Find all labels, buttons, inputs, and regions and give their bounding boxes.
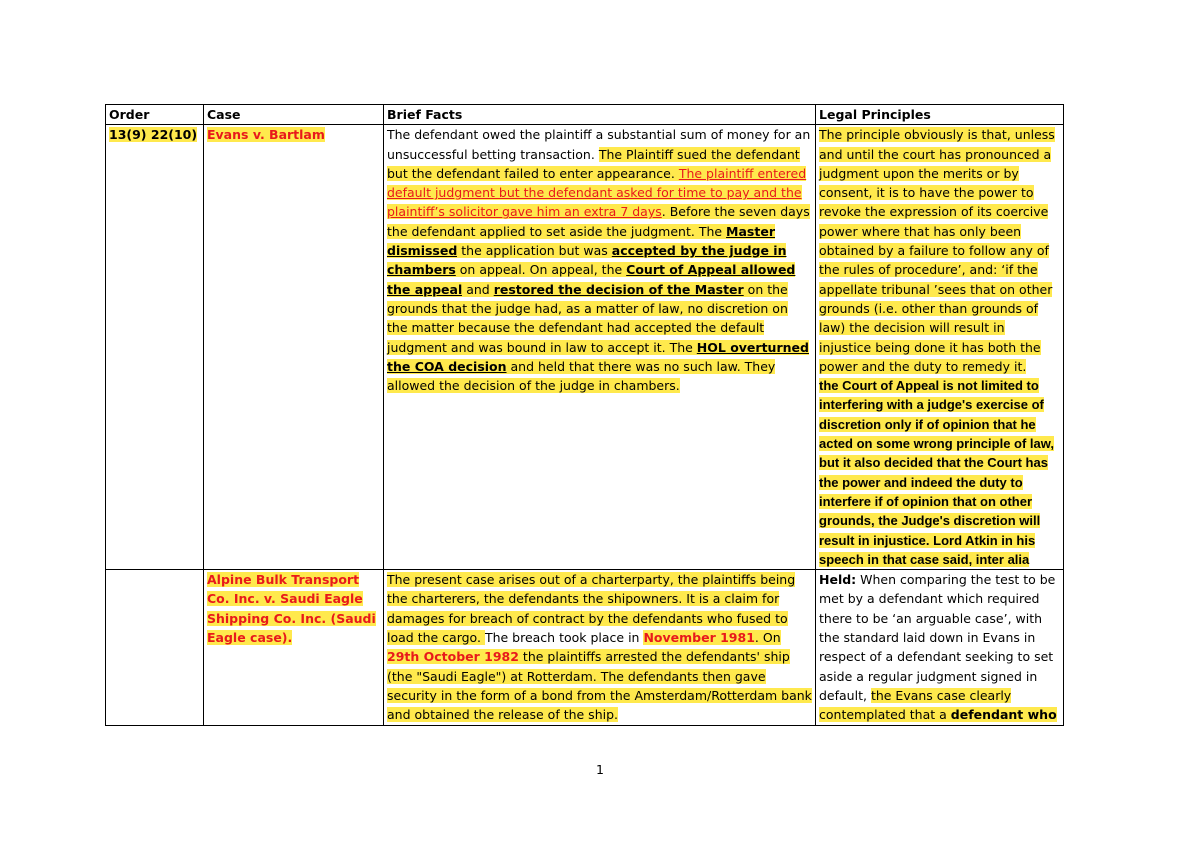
facts-text: the plaintiffs arrested the defendants' ship (the "Saudi Eagle") at Rotterdam. The defendants then gave security in the form of a bond from the Amsterdam/Rotterdam bank and obtained the release of the ship. (387, 649, 812, 723)
facts-text: on the grounds that the judge had, as a matter of law, no discretion on the matter because the defendant had accepted the default judgment and was bound in law to accept it. The (387, 281, 788, 355)
facts-text: The breach took place in (484, 630, 644, 646)
principles-text: defendant who (950, 707, 1057, 723)
facts-text: on appeal. On appeal, the (455, 262, 627, 278)
principles-held-label: Held: (819, 572, 857, 588)
facts-text-highlight: The plaintiff entered default judgment but the defendant asked for time to pay and the plaintiff’s solicitor gave him an extra 7 days (387, 165, 807, 220)
table-row (106, 570, 1064, 725)
principles-cell (816, 570, 1064, 725)
order-cell (106, 570, 204, 725)
principles-quote: the Court of Appeal is not limited to interfering with a judge's exercise of discretion only if of opinion that he acted on some wrong principle of law, but it also decided that the Court has the power and indeed the duty to interfere if of opinion that on other grounds, the Judge's discretion will result in injustice. Lord Atkin in his speech in that case said, inter alia (819, 378, 1054, 567)
case-name: Evans v. Bartlam (207, 127, 325, 143)
order-value: 13(9) 22(10) (109, 127, 198, 143)
facts-date: 29th October 1982 (387, 649, 519, 665)
facts-text: the application but was (457, 243, 612, 259)
facts-text: The Plaintiff sued the defendant but the defendant failed to enter appearance. (387, 146, 800, 181)
table-header-row (106, 105, 1064, 125)
case-cell (204, 125, 384, 570)
facts-text: . On (754, 630, 781, 646)
facts-cell (384, 570, 816, 725)
principles-cell (816, 125, 1064, 570)
case-cell (204, 570, 384, 725)
case-name: Alpine Bulk Transport Co. Inc. v. Saudi Eagle Shipping Co. Inc. (Saudi Eagle case). (207, 572, 376, 646)
facts-emphasis: accepted by the judge in chambers (387, 243, 787, 278)
table-row (106, 125, 1064, 570)
header-brief-facts: Brief Facts (384, 105, 816, 125)
page-number: 1 (596, 762, 604, 777)
header-legal-principles: Legal Principles (816, 105, 1064, 125)
facts-cell (384, 125, 816, 570)
header-order: Order (106, 105, 204, 125)
principles-text: The principle obviously is that, unless and until the court has pronounced a judgment upon the merits or by consent, it is to have the power to revoke the expression of its coercive power where that has only been obtained by a failure to follow any of the rules of procedure’, and: ‘if the appellate tribunal ’sees that on other grounds (i.e. other than grounds of law) the decision will result in injustice being done it has both the power and the duty to remedy it. (819, 127, 1055, 374)
header-case: Case (204, 105, 384, 125)
facts-date: November 1981 (643, 630, 755, 646)
facts-emphasis: restored the decision of the Master (493, 281, 744, 297)
facts-emphasis: Court of Appeal allowed the appeal (387, 262, 796, 297)
facts-text: . Before the seven days the defendant applied to set aside the judgment. The (387, 204, 810, 239)
facts-text: and held that there was no such law. They allowed the decision of the judge in chambers. (387, 358, 776, 394)
order-cell (106, 125, 204, 570)
facts-text: and (462, 281, 494, 297)
principles-text: the Evans case clearly contemplated that a (819, 687, 1012, 723)
facts-text: The present case arises out of a charterparty, the plaintiffs being the charterers, the defendants the shipowners. It is a claim for damages for breach of contract by the defendants who fused to load the cargo. (387, 572, 796, 646)
facts-emphasis: HOL overturned the COA decision (387, 339, 809, 374)
facts-emphasis: Master dismissed (387, 223, 775, 259)
principles-text: When comparing the test to be met by a defendant which required there to be ‘an arguable case’, with the standard laid down in Evans in respect of a defendant seeking to set aside a regular judgment signed in default, (819, 572, 1056, 703)
facts-text: The defendant owed the plaintiff a substantial sum of money for an unsuccessful betting transaction. (387, 127, 811, 162)
case-table (105, 104, 1064, 726)
